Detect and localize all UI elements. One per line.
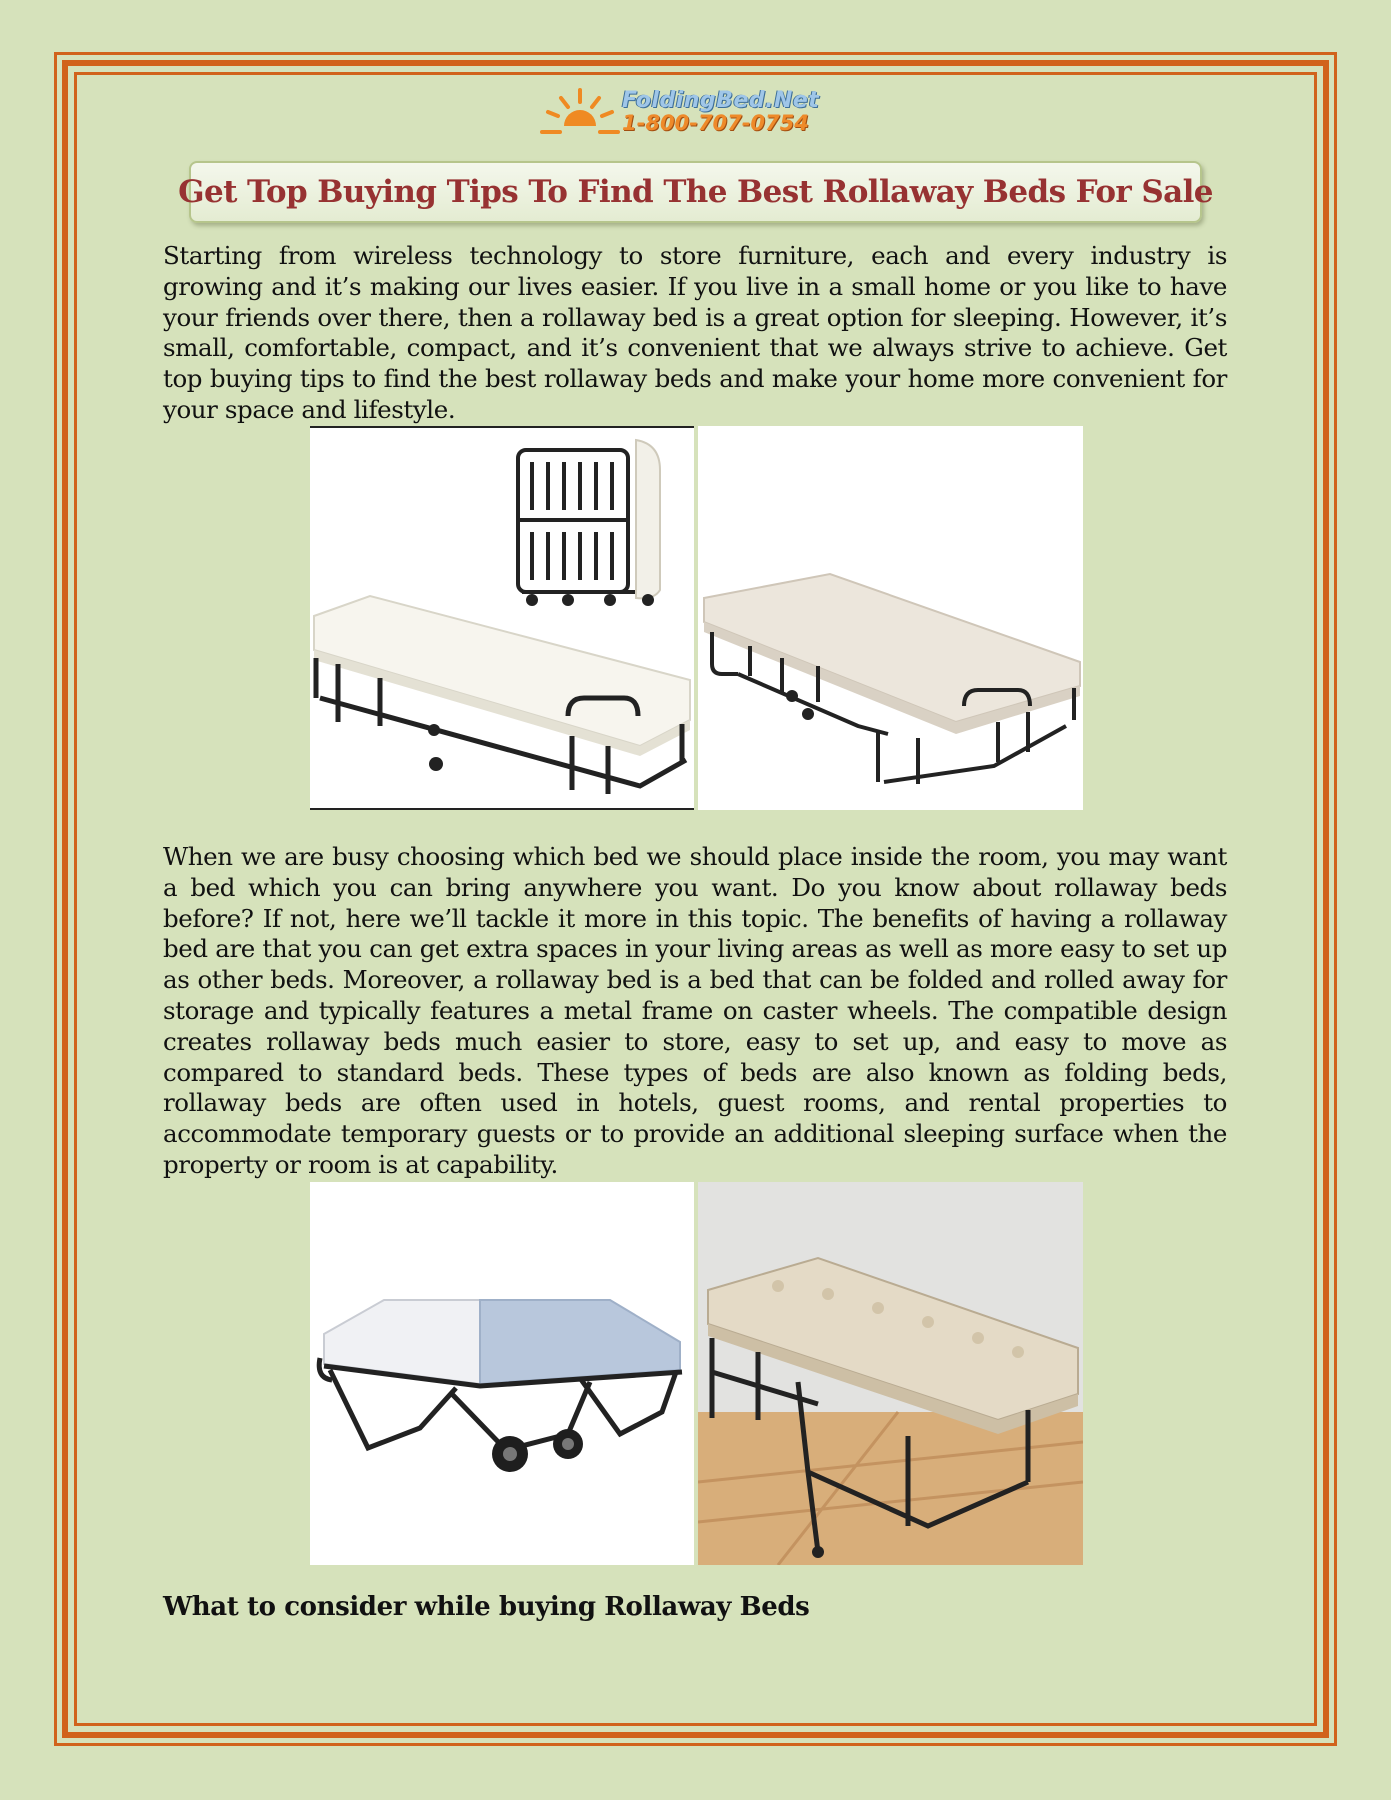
logo-brand-text: FoldingBed.Net xyxy=(622,88,820,113)
intro-paragraph: Starting from wireless technology to store furniture, each and every industry is growing and it’s making our lives easier. If you live in a small home or you like to have your friends over there, then a rollaway bed is a great option for sleeping. However, it’s small, comfortable, compact, and it’s convenient that we always strive to achieve. Get top buying tips to find the best rollaway beds and make your home more convenient for your space and lifestyle. xyxy=(163,241,1227,424)
benefits-paragraph: When we are busy choosing which bed we should place inside the room, you may want a bed which you can bring anywhere you want. Do you know about rollaway beds before? If not, here we’ll tackle it more in this topic. The benefits of having a rollaway bed are that you can get extra spaces in your living areas as well as more easy to set up as other beds. Moreover, a rollaway bed is a bed that can be folded and rolled away for storage and typically features a metal frame on caster wheels. The compatible design creates rollaway beds much easier to store, easy to set up, and easy to move as compared to standard beds. These types of beds are also known as folding beds, rollaway beds are often used in hotels, guest rooms, and rental properties to accommodate temporary guests or to provide an additional sleeping surface when the property or room is at capability. xyxy=(163,842,1227,1179)
title-banner xyxy=(178,161,1213,223)
section-subheading: What to consider while buying Rollaway Beds xyxy=(163,1592,810,1622)
folding-bed-photo-3 xyxy=(310,1182,694,1565)
folding-bed-photo-2 xyxy=(698,426,1083,810)
foldingbed-logo[interactable] xyxy=(540,86,860,138)
logo-phone-number[interactable]: 1-800-707-0754 xyxy=(622,111,809,135)
folding-bed-photo-1 xyxy=(310,426,694,810)
sun-icon xyxy=(540,86,620,138)
folding-bed-photo-4 xyxy=(698,1182,1083,1565)
page-title: Get Top Buying Tips To Find The Best Rollaway Beds For Sale xyxy=(178,174,1213,210)
